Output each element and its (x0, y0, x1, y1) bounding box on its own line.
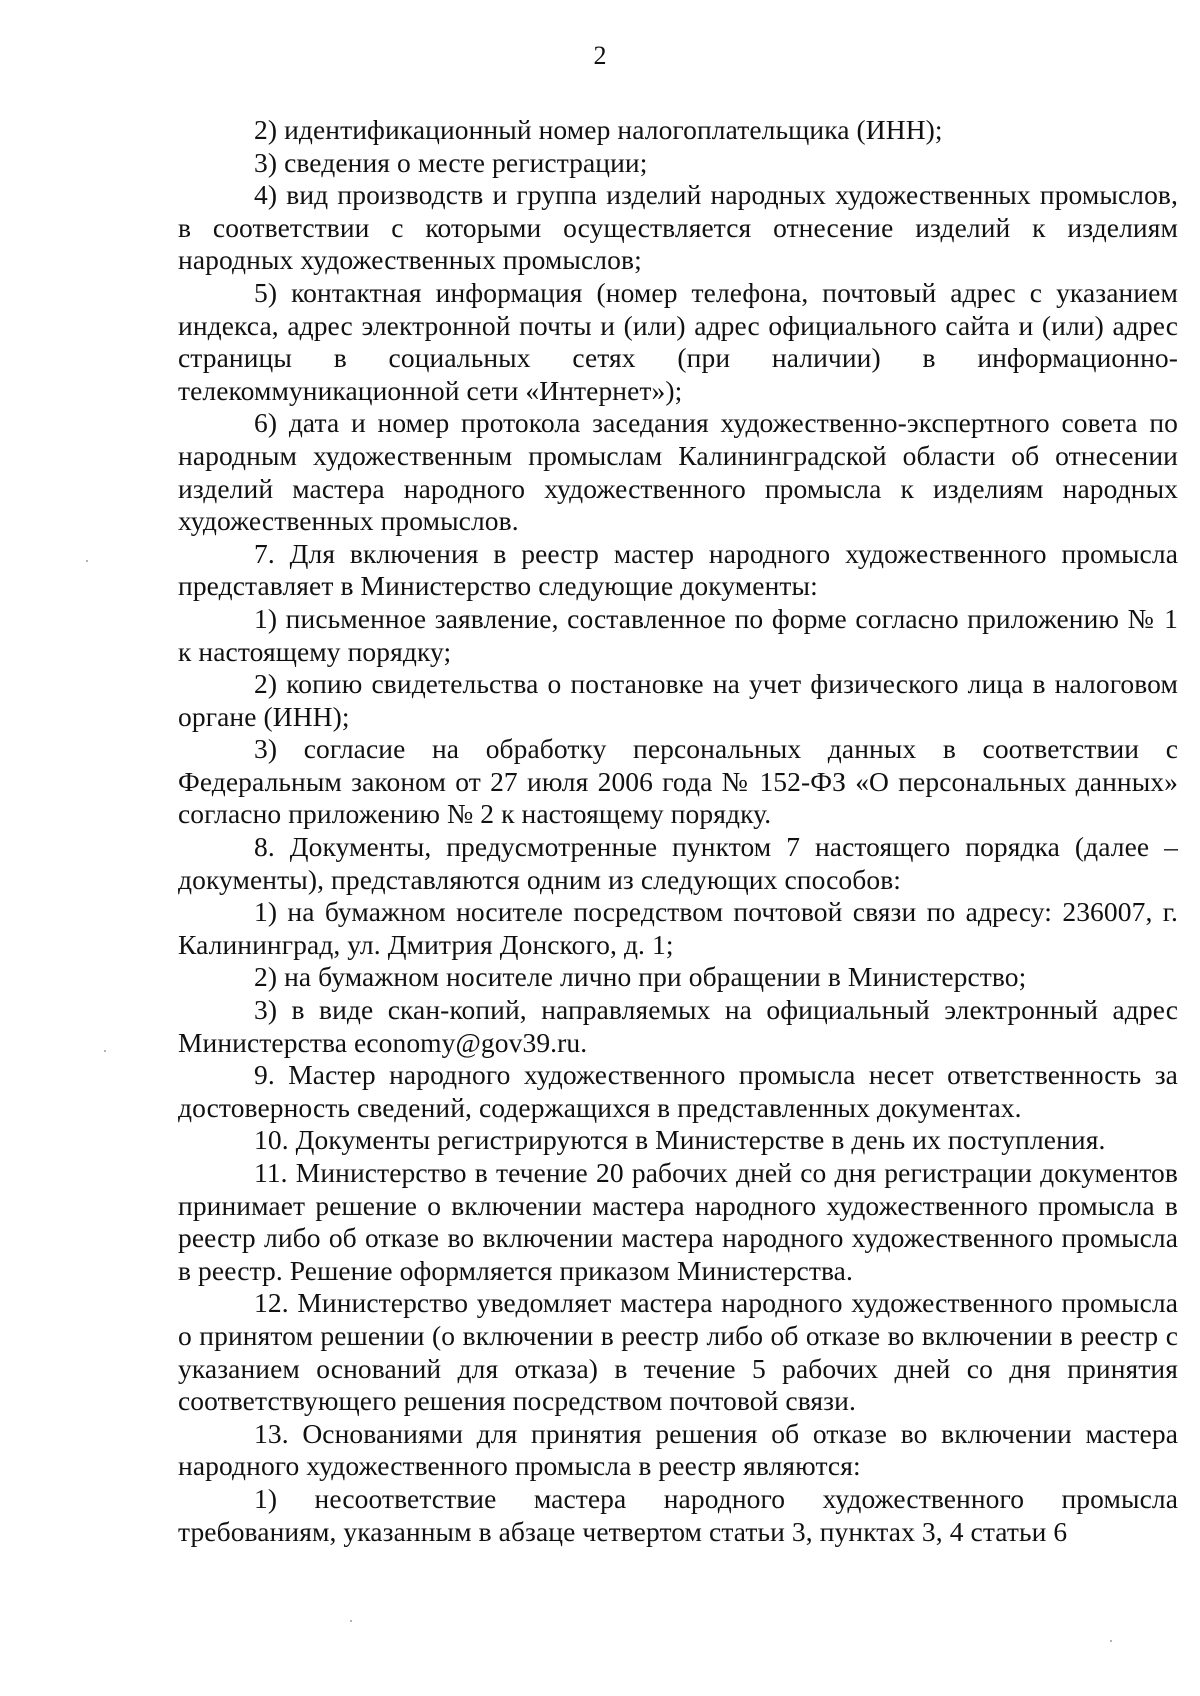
paragraph: 7. Для включения в реестр мастер народного художественного промысла представляет в Министерство следующие документы: (178, 537, 1178, 602)
paragraph: 1) на бумажном носителе посредством почтовой связи по адресу: 236007, г. Калининград, ул. Дмитрия Донского, д. 1; (178, 896, 1178, 960)
scan-speck (104, 1050, 106, 1052)
document-body (178, 114, 1178, 1548)
scan-speck (1110, 1640, 1112, 1642)
page-number: 2 (593, 41, 607, 70)
paragraph: 11. Министерство в течение 20 рабочих дней со дня регистрации документов принимает решение о включении мастера народного художественного промысла в реестр либо об отказе во включении мастера народного художественного промысла в реестр. Решение оформляется приказом Министерства. (178, 1157, 1178, 1286)
paragraph: 5) контактная информация (номер телефона, почтовый адрес с указанием индекса, адрес электронной почты и (или) адрес официального сайта и (или) адрес страницы в социальных сетях (при наличии) в информационно-телекоммуникационной сети «Интернет»); (178, 276, 1178, 406)
paragraph: 3) согласие на обработку персональных данных в соответствии с Федеральным законом от 27 июля 2006 года № 152-ФЗ «О персональных данных» согласно приложению № 2 к настоящему порядку. (178, 733, 1178, 830)
paragraph: 2) идентификационный номер налогоплательщика (ИНН); (254, 114, 943, 145)
paragraph: 4) вид производств и группа изделий народных художественных промыслов, в соответствии с которыми осуществляется отнесение изделий к изделиям народных художественных промыслов; (178, 179, 1178, 276)
paragraph: 8. Документы, предусмотренные пунктом 7 настоящего порядка (далее – документы), представляются одним из следующих способов: (178, 831, 1178, 895)
paragraph: 9. Мастер народного художественного промысла несет ответственность за достоверность сведений, содержащихся в представленных документах. (178, 1059, 1178, 1123)
paragraph: 2) на бумажном носителе лично при обращении в Министерство; (254, 961, 1027, 993)
scan-speck (86, 560, 88, 562)
scan-speck (350, 1620, 352, 1622)
paragraph: 1) письменное заявление, составленное по форме согласно приложению № 1 к настоящему порядку; (178, 602, 1178, 667)
paragraph: 3) сведения о месте регистрации; (254, 146, 648, 178)
paragraph: 1) несоответствие мастера народного художественного промысла требованиям, указанным в абзаце четвертом статьи 3, пунктах 3, 4 статьи 6 (178, 1482, 1178, 1547)
paragraph: 10. Документы регистрируются в Министерстве в день их поступления. (254, 1124, 1106, 1156)
paragraph: 12. Министерство уведомляет мастера народного художественного промысла о принятом решении (о включении в реестр либо об отказе во включении в реестр с указанием оснований для отказа) в течение 5 рабочих дней со дня принятия соответствующего решения посредством почтовой связи. (178, 1287, 1178, 1417)
paragraph: 3) в виде скан-копий, направляемых на официальный электронный адрес Министерства economy@gov39.ru. (178, 994, 1178, 1058)
paragraph: 2) копию свидетельства о постановке на учет физического лица в налоговом органе (ИНН); (178, 668, 1178, 732)
paragraph: 6) дата и номер протокола заседания художественно-экспертного совета по народным художественным промыслам Калининградской области об отнесении изделий мастера народного художественного промысла к изделиям народных художественных промыслов. (178, 407, 1178, 537)
paragraph: 13. Основаниями для принятия решения об отказе во включении мастера народного художественного промысла в реестр являются: (178, 1417, 1178, 1482)
